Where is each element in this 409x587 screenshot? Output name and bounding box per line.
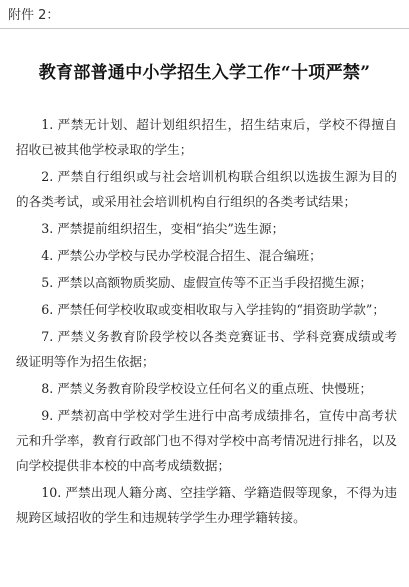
header-divider — [0, 28, 409, 29]
rule-item-4: 4. 严禁公办学校与民办学校混合招生、混合编班； — [41, 248, 322, 263]
rule-item-10: 10. 严禁出现人籍分离、空挂学籍、学籍造假等现象，不得为违规跨区域招收的学生和违规转学学生办理学籍转接。 — [16, 485, 397, 525]
rule-item-2: 2. 严禁自行组织或与社会培训机构联合组织以选拔生源为目的的各类考试，或采用社会培训机构自行组织的各类考试结果； — [16, 169, 397, 209]
rule-item-5: 5. 严禁以高额物质奖励、虚假宣传等不正当手段招揽生源； — [41, 275, 373, 290]
rules-list — [16, 112, 397, 532]
rule-item-3: 3. 严禁提前组织招生，变相“掐尖”选生源； — [41, 221, 285, 236]
rule-item-8: 8. 严禁义务教育阶段学校设立任何名义的重点班、快慢班； — [41, 381, 373, 396]
rule-item-6: 6. 严禁任何学校收取或变相收取与入学挂钩的“捐资助学款”； — [41, 302, 385, 317]
document-title: 教育部普通中小学招生入学工作“十项严禁” — [38, 63, 371, 83]
rule-item-1: 1. 严禁无计划、超计划组织招生，招生结束后，学校不得擅自招收已被其他学校录取的学生； — [16, 117, 397, 157]
attachment-label: 附件 2： — [8, 8, 60, 23]
rule-item-7: 7. 严禁义务教育阶段学校以各类竞赛证书、学科竞赛成绩或考级证明等作为招生依据； — [16, 329, 397, 369]
rule-item-9: 9. 严禁初高中学校对学生进行中高考成绩排名，宣传中高考状元和升学率，教育行政部门也不得对学校中高考情况进行排名，以及向学校提供非本校的中高考成绩数据； — [16, 408, 397, 473]
